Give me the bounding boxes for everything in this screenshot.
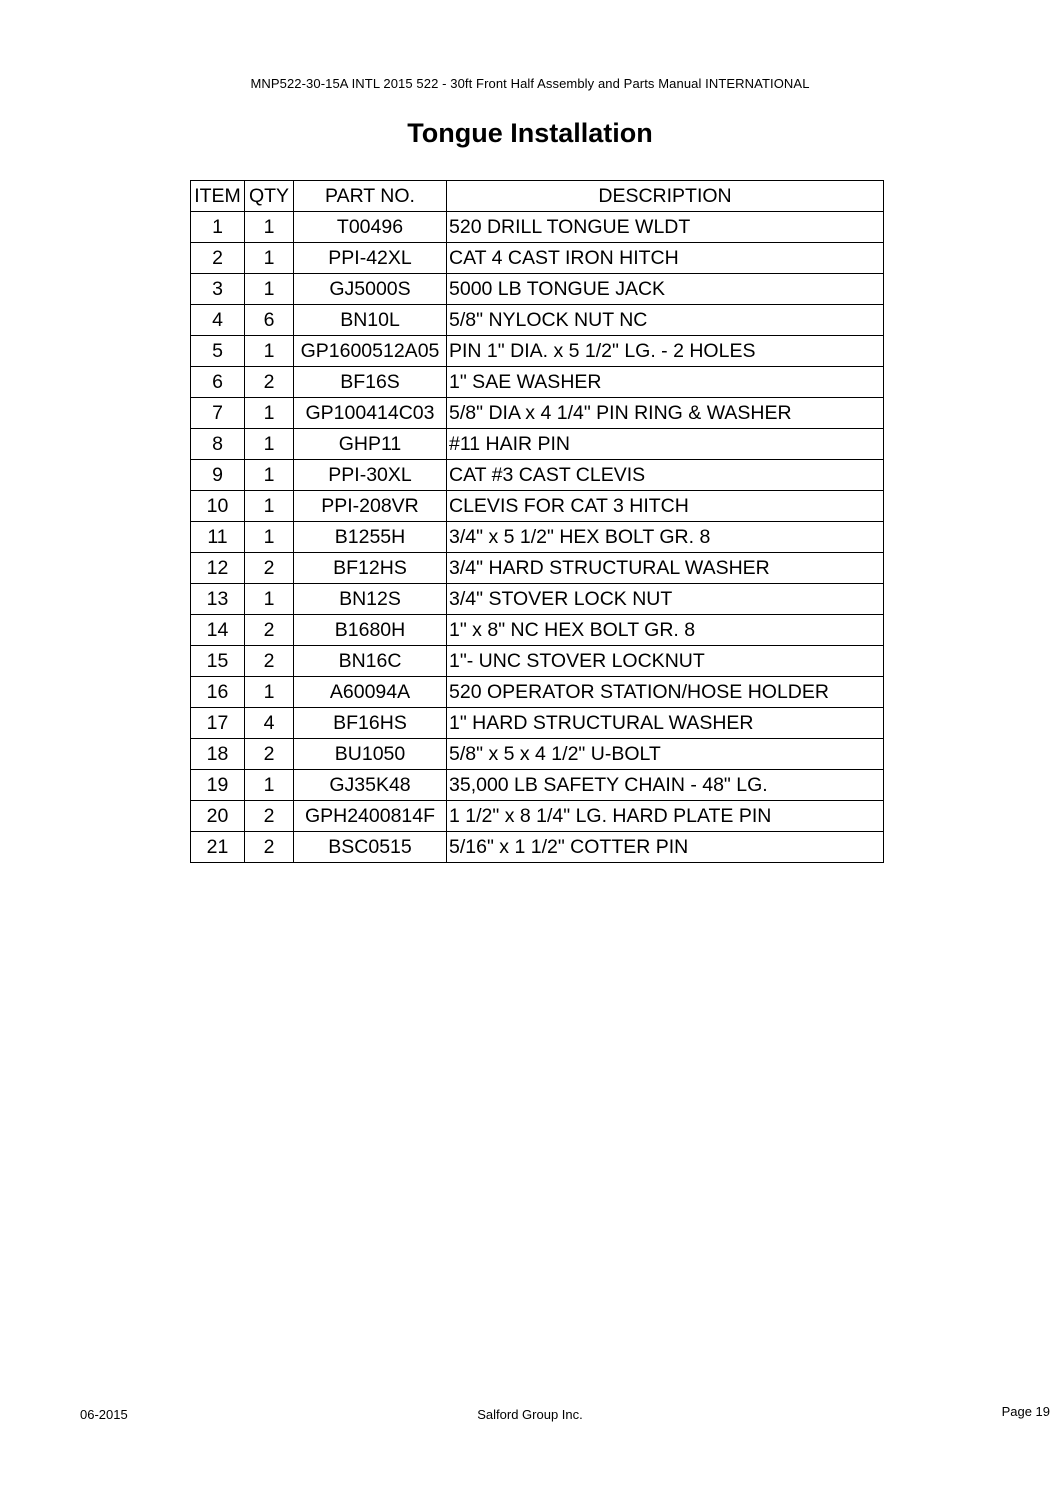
cell-qty: 6: [245, 305, 294, 336]
table-row: [191, 553, 884, 584]
table-row: [191, 274, 884, 305]
cell-description: 1" SAE WASHER: [447, 367, 884, 398]
cell-description: 5/8" NYLOCK NUT NC: [447, 305, 884, 336]
table-row: [191, 429, 884, 460]
cell-qty: 1: [245, 429, 294, 460]
cell-item: 12: [191, 553, 245, 584]
cell-part-no: BU1050: [294, 739, 447, 770]
cell-item: 10: [191, 491, 245, 522]
cell-part-no: GHP11: [294, 429, 447, 460]
footer-page-number: Page 19: [1001, 1404, 1050, 1419]
cell-description: CLEVIS FOR CAT 3 HITCH: [447, 491, 884, 522]
cell-part-no: BSC0515: [294, 832, 447, 863]
cell-description: CAT 4 CAST IRON HITCH: [447, 243, 884, 274]
column-header-part-no: PART NO.: [294, 181, 447, 212]
cell-description: 1"- UNC STOVER LOCKNUT: [447, 646, 884, 677]
table-row: [191, 584, 884, 615]
cell-item: 16: [191, 677, 245, 708]
table-row: [191, 770, 884, 801]
cell-item: 9: [191, 460, 245, 491]
table-row: [191, 491, 884, 522]
cell-description: 5/8" x 5 x 4 1/2" U-BOLT: [447, 739, 884, 770]
cell-part-no: GJ35K48: [294, 770, 447, 801]
cell-part-no: BN10L: [294, 305, 447, 336]
cell-part-no: BF16HS: [294, 708, 447, 739]
cell-qty: 2: [245, 553, 294, 584]
cell-item: 17: [191, 708, 245, 739]
cell-item: 15: [191, 646, 245, 677]
cell-qty: 1: [245, 770, 294, 801]
cell-item: 4: [191, 305, 245, 336]
cell-item: 21: [191, 832, 245, 863]
cell-item: 19: [191, 770, 245, 801]
column-header-description: DESCRIPTION: [447, 181, 884, 212]
table-row: [191, 646, 884, 677]
footer-company: Salford Group Inc.: [477, 1407, 583, 1422]
cell-description: 3/4" x 5 1/2" HEX BOLT GR. 8: [447, 522, 884, 553]
table-row: [191, 801, 884, 832]
cell-description: CAT #3 CAST CLEVIS: [447, 460, 884, 491]
page-title: Tongue Installation: [407, 118, 653, 148]
cell-description: 5/8" DIA x 4 1/4" PIN RING & WASHER: [447, 398, 884, 429]
cell-item: 18: [191, 739, 245, 770]
table-row: [191, 460, 884, 491]
cell-part-no: BN12S: [294, 584, 447, 615]
cell-qty: 1: [245, 212, 294, 243]
footer-date: 06-2015: [80, 1407, 128, 1422]
table-row: [191, 832, 884, 863]
cell-qty: 1: [245, 336, 294, 367]
cell-qty: 2: [245, 646, 294, 677]
cell-item: 14: [191, 615, 245, 646]
cell-item: 2: [191, 243, 245, 274]
cell-item: 3: [191, 274, 245, 305]
parts-table: [190, 180, 884, 863]
cell-description: 3/4" HARD STRUCTURAL WASHER: [447, 553, 884, 584]
cell-description: 3/4" STOVER LOCK NUT: [447, 584, 884, 615]
cell-description: 520 OPERATOR STATION/HOSE HOLDER: [447, 677, 884, 708]
cell-part-no: PPI-208VR: [294, 491, 447, 522]
cell-part-no: A60094A: [294, 677, 447, 708]
cell-qty: 2: [245, 801, 294, 832]
cell-part-no: T00496: [294, 212, 447, 243]
table-row: [191, 677, 884, 708]
table-row: [191, 336, 884, 367]
cell-description: 520 DRILL TONGUE WLDT: [447, 212, 884, 243]
cell-part-no: GP100414C03: [294, 398, 447, 429]
cell-description: 1" x 8" NC HEX BOLT GR. 8: [447, 615, 884, 646]
cell-qty: 1: [245, 274, 294, 305]
cell-qty: 2: [245, 739, 294, 770]
cell-item: 13: [191, 584, 245, 615]
cell-item: 6: [191, 367, 245, 398]
table-row: [191, 615, 884, 646]
table-row: [191, 212, 884, 243]
table-row: [191, 398, 884, 429]
document-header: MNP522-30-15A INTL 2015 522 - 30ft Front Half Assembly and Parts Manual INTERNATIONAL: [250, 76, 810, 91]
cell-part-no: BF16S: [294, 367, 447, 398]
cell-description: 5000 LB TONGUE JACK: [447, 274, 884, 305]
parts-table-body: [191, 212, 884, 863]
column-header-qty: QTY: [245, 181, 294, 212]
cell-item: 7: [191, 398, 245, 429]
cell-qty: 2: [245, 615, 294, 646]
cell-item: 5: [191, 336, 245, 367]
cell-description: 5/16" x 1 1/2" COTTER PIN: [447, 832, 884, 863]
cell-part-no: B1680H: [294, 615, 447, 646]
table-header-row: [191, 181, 884, 212]
cell-item: 8: [191, 429, 245, 460]
cell-part-no: GJ5000S: [294, 274, 447, 305]
cell-description: #11 HAIR PIN: [447, 429, 884, 460]
cell-part-no: GP1600512A05: [294, 336, 447, 367]
cell-qty: 1: [245, 584, 294, 615]
cell-qty: 2: [245, 367, 294, 398]
table-row: [191, 708, 884, 739]
cell-description: PIN 1" DIA. x 5 1/2" LG. - 2 HOLES: [447, 336, 884, 367]
cell-description: 1 1/2" x 8 1/4" LG. HARD PLATE PIN: [447, 801, 884, 832]
cell-part-no: PPI-30XL: [294, 460, 447, 491]
cell-qty: 1: [245, 491, 294, 522]
table-row: [191, 367, 884, 398]
column-header-item: ITEM: [191, 181, 245, 212]
cell-description: 35,000 LB SAFETY CHAIN - 48" LG.: [447, 770, 884, 801]
cell-qty: 1: [245, 460, 294, 491]
cell-qty: 2: [245, 832, 294, 863]
cell-part-no: BF12HS: [294, 553, 447, 584]
cell-qty: 4: [245, 708, 294, 739]
cell-part-no: PPI-42XL: [294, 243, 447, 274]
table-row: [191, 243, 884, 274]
cell-qty: 1: [245, 243, 294, 274]
cell-item: 1: [191, 212, 245, 243]
cell-part-no: GPH2400814F: [294, 801, 447, 832]
table-row: [191, 739, 884, 770]
table-row: [191, 305, 884, 336]
cell-qty: 1: [245, 522, 294, 553]
cell-description: 1" HARD STRUCTURAL WASHER: [447, 708, 884, 739]
cell-item: 11: [191, 522, 245, 553]
cell-qty: 1: [245, 398, 294, 429]
cell-part-no: B1255H: [294, 522, 447, 553]
table-row: [191, 522, 884, 553]
cell-part-no: BN16C: [294, 646, 447, 677]
cell-item: 20: [191, 801, 245, 832]
cell-qty: 1: [245, 677, 294, 708]
